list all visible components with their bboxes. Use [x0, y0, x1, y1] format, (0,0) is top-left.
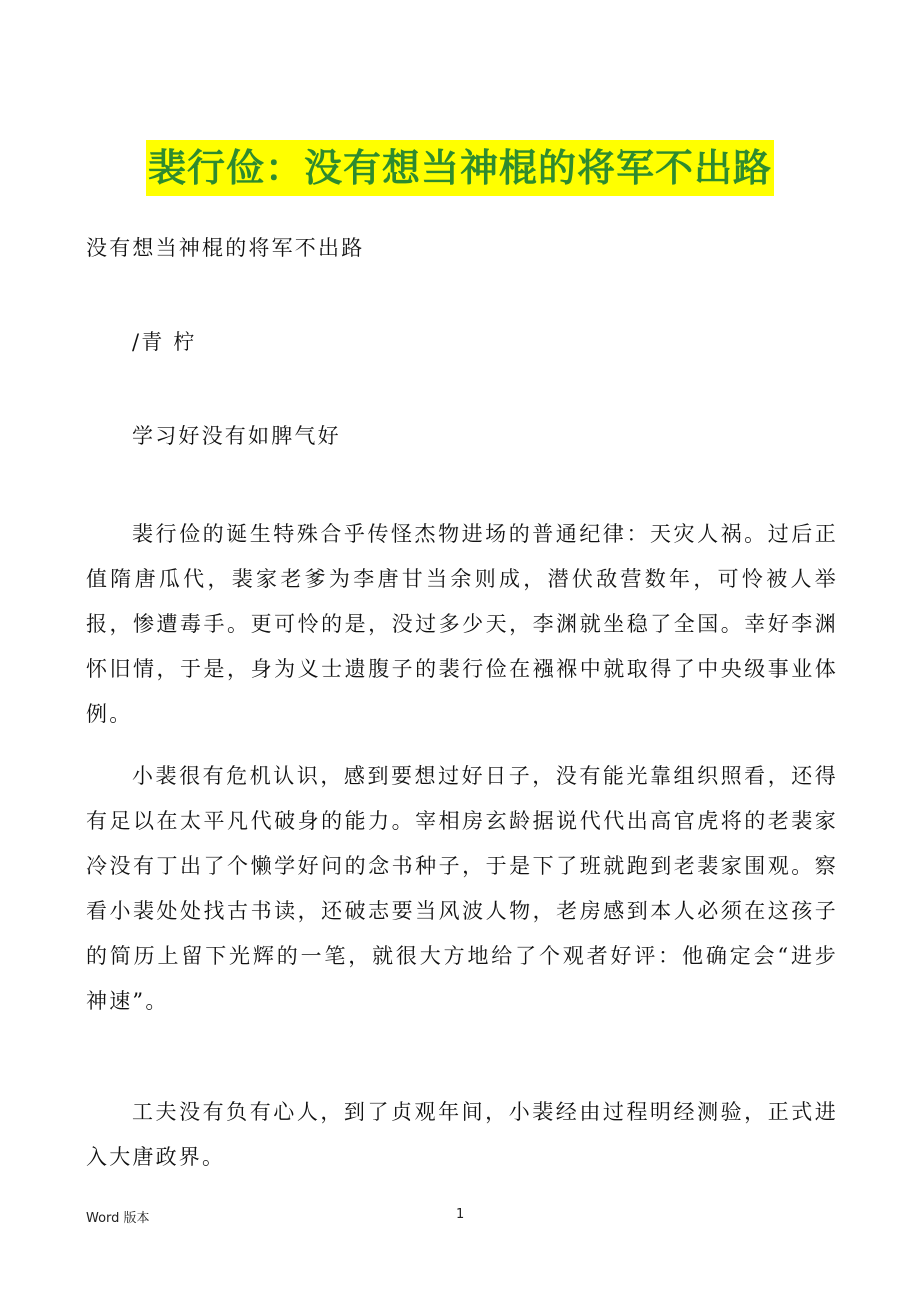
paragraph-2: 小裴很有危机认识，感到要想过好日子，没有能光靠组织照看，还得有足以在太平凡代破身的能力。宰相房玄龄据说代代出高官虎将的老裴家冷没有丁出了个懒学好问的念书种子，于是下了班就跑到老裴家围观。察看小裴处处找古书读，还破志要当风波人物，老房感到本人必须在这孩子的简历上留下光辉的一笔，就很大方地给了个观者好评：他确定会“进步神速”。	[86, 764, 838, 1013]
section-heading: 学习好没有如脾气好	[132, 424, 341, 448]
paragraph-3-wrap	[86, 1090, 838, 1180]
paragraph-3: 工夫没有负有心人，到了贞观年间，小裴经由过程明经测验，正式进入大唐政界。	[86, 1100, 838, 1169]
paragraph-2-wrap	[86, 754, 838, 1024]
footer-page-number: 1	[456, 1207, 465, 1222]
paragraph-1: 裴行俭的诞生特殊合乎传怪杰物进场的普通纪律：天灾人祸。过后正值隋唐瓜代，裴家老爹为李唐甘当余则成，潜伏敌营数年，可怜被人举报，惨遭毒手。更可怜的是，没过多少天，李渊就坐稳了全国。幸好李渊怀旧情，于是，身为义士遗腹子的裴行俭在襁褓中就取得了中央级事业体例。	[86, 522, 838, 726]
author-line: /青 柠	[132, 330, 197, 354]
title-wrap	[0, 140, 920, 196]
paragraph-1-wrap	[86, 512, 838, 737]
document-subtitle: 没有想当神棍的将军不出路	[86, 236, 365, 260]
footer-label: Word 版本	[86, 1211, 150, 1226]
document-title: 裴行俭：没有想当神棍的将军不出路	[146, 140, 774, 196]
